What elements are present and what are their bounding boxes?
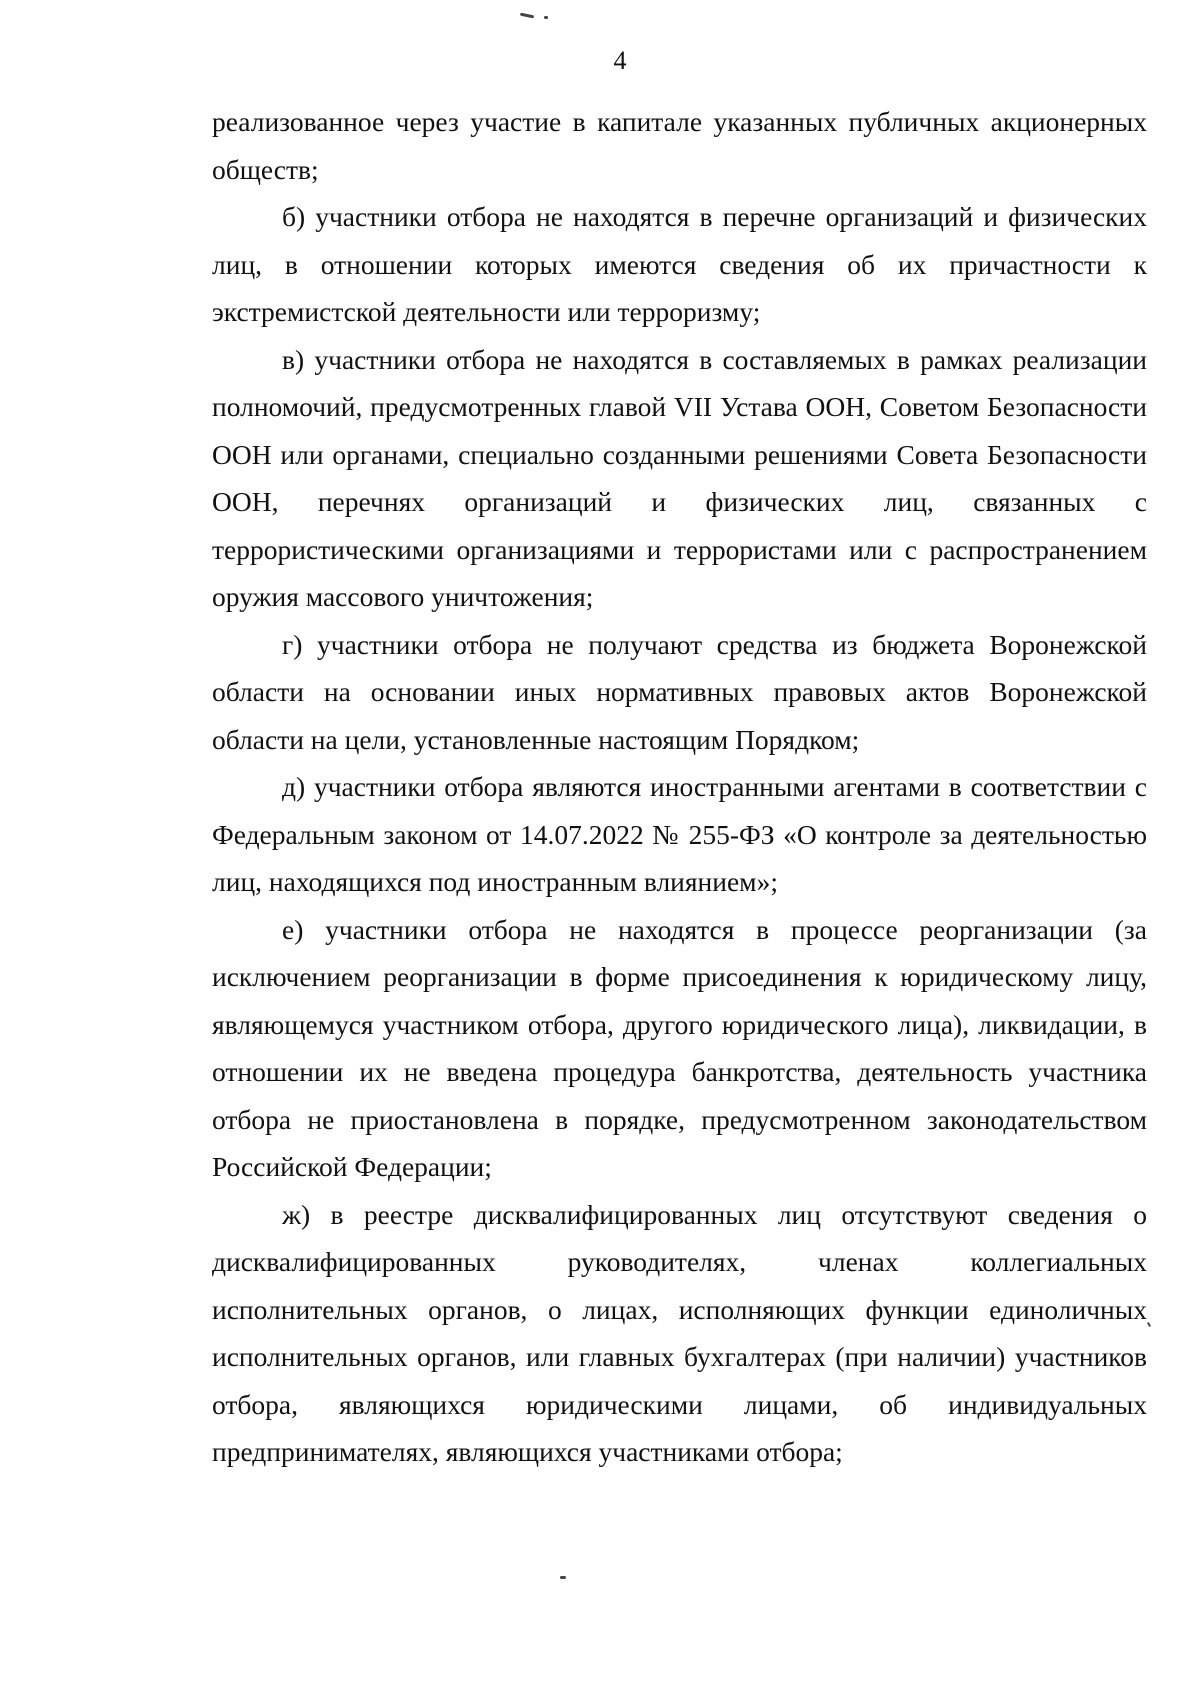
paragraph-continuation: реализованное через участие в капитале указанных публичных акционерных обществ; — [212, 106, 1147, 185]
paragraph-item-zh: ж) в реестре дисквалифицированных лиц отсутствуют сведения о дисквалифицированных руководителях, членах коллегиальных исполнительных органов, о лицах, исполняющих функции единоличных исполнительных органов, или главных бухгалтерах (при наличии) участников отбора, являющихся юридическими лицами, об индивидуальных предпринимателях, являющихся участниками отбора; — [212, 1198, 1147, 1467]
scan-artifact — [560, 1576, 566, 1579]
paragraph-item-e: е) участники отбора не находятся в процессе реорганизации (за исключением реорганизации в форме присоединения к юридическому лицу, являющемуся участником отбора, другого юридического лица), ликвидации, в отношении их не введена процедура банкротства, деятельность участника отбора не приостановлена в порядке, предусмотренном законодательством Российской Федерации; — [212, 913, 1147, 1182]
scan-artifact — [1147, 1322, 1151, 1327]
paragraph-item-g: г) участники отбора не получают средства из бюджета Воронежской области на основании иных нормативных правовых актов Воронежской области на цели, установленные настоящим Порядком; — [212, 628, 1147, 755]
scan-artifact — [520, 13, 534, 19]
paragraph-item-b: б) участники отбора не находятся в перечне организаций и физических лиц, в отношении которых имеются сведения об их причастности к экстремистской деятельности или терроризму; — [212, 201, 1147, 327]
scan-artifact — [544, 16, 548, 19]
page-number: 4 — [613, 46, 627, 75]
paragraph-item-v: в) участники отбора не находятся в составляемых в рамках реализации полномочий, предусмотренных главой VII Устава ООН, Советом Безопасности ООН или органами, специально созданными решениями Совета Безопасности ООН, перечнях организаций и физических лиц, связанных с террористическими организациями и террористами или с распространением оружия массового уничтожения; — [212, 343, 1147, 612]
paragraph-item-d: д) участники отбора являются иностранными агентами в соответствии с Федеральным законом от 14.07.2022 № 255-ФЗ «О контроле за деятельностью лиц, находящихся под иностранным влиянием»; — [212, 771, 1147, 897]
document-body — [212, 98, 1147, 1476]
